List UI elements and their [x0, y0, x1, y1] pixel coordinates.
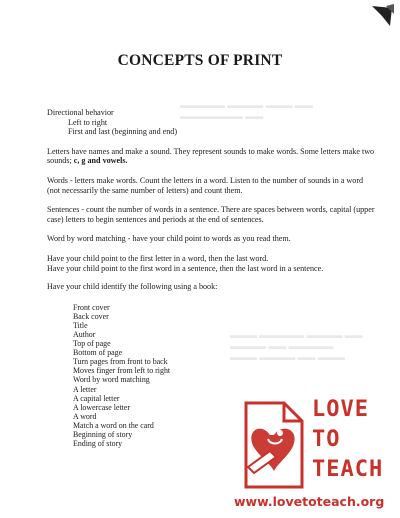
point-first-letter-line: Have your child point to the first letter in a word, then the last word.: [47, 253, 269, 263]
logo-url: www.lovetoteach.org: [234, 494, 385, 509]
words-paragraph: Words - letters make words. Count the letters in a word. Listen to the number of sounds in a word (not necessarily the same number of letters) and count them.: [47, 175, 364, 195]
bleed-through-text: ▬▬▬ ▬▬▬▬▬ ▬▬▬▬ ▬▬ ▬▬▬▬ ▬▬ ▬▬▬▬▬ ▬▬▬ ▬▬▬▬ ▬▬ ▬▬▬: [230, 330, 363, 362]
word-matching-paragraph: Word by word matching - have your child point to words as you read them.: [47, 234, 291, 244]
letters-bold-text: c, g and vowels.: [73, 156, 128, 166]
logo-line-love: LOVE: [312, 397, 369, 422]
list-item: Front cover: [73, 302, 110, 312]
letters-text: Letters have names and make a sound. They represent sounds to make words. Some letters make two sounds;: [47, 146, 375, 166]
directional-item: First and last (beginning and end): [68, 127, 178, 137]
list-item: A letter: [73, 384, 97, 394]
point-first-word-line: Have your child point to the first word in a sentence, then the last word in a sentence.: [47, 263, 324, 273]
list-item: A word: [73, 411, 97, 421]
list-item: Author: [73, 330, 96, 339]
sentences-paragraph: Sentences - count the number of words in a sentence. There are spaces between words, capital (upper case) letters to begin sentences and periods at the end of sentences.: [47, 205, 375, 224]
list-item: Title: [73, 320, 88, 330]
letters-paragraph: [47, 147, 377, 166]
directional-heading: Directional behavior: [47, 108, 114, 117]
list-item: Top of page: [73, 339, 111, 349]
scan-corner-mark: [368, 4, 394, 30]
list-item: Match a word on the card: [73, 420, 154, 430]
page-title: CONCEPTS OF PRINT: [117, 52, 283, 69]
bleed-through-text: ▬▬▬▬▬ ▬▬▬▬ ▬▬▬ ▬▬ ▬▬▬▬▬▬▬ ▬▬: [180, 100, 313, 121]
list-item: Turn pages from front to back: [73, 357, 168, 367]
list-item: Bottom of page: [73, 348, 123, 358]
list-item: A lowercase letter: [73, 402, 130, 412]
directional-item: Left to right: [68, 117, 108, 127]
list-item: Back cover: [73, 311, 109, 321]
list-item: Word by word matching: [73, 375, 150, 385]
logo-line-teach: TEACH: [312, 457, 384, 482]
list-item: Ending of story: [73, 439, 123, 449]
list-item: Moves finger from left to right: [73, 366, 171, 376]
identify-instruction: Have your child identify the following using a book:: [47, 282, 218, 292]
logo-line-to: TO: [312, 427, 341, 452]
list-item: Beginning of story: [73, 430, 133, 440]
list-item: A capital letter: [73, 393, 120, 403]
